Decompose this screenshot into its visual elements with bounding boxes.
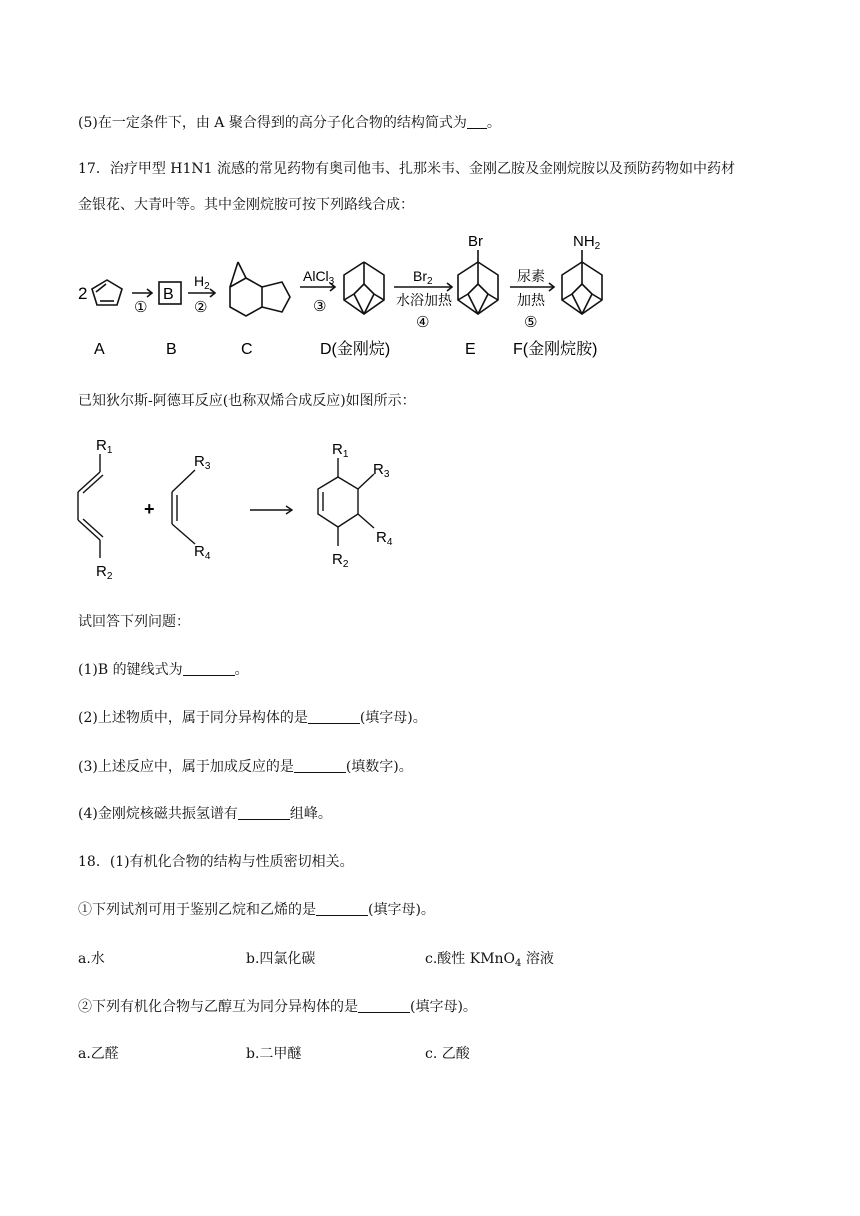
label-c: C (241, 341, 253, 358)
substituent-nh2: $NH_2$ (573, 233, 601, 252)
r2-product: $R_2$ (332, 551, 349, 570)
r3-dienophile: $R_3$ (194, 453, 211, 472)
q17-part1: (1)B 的键线式为 。 (78, 662, 249, 678)
q17-part4: (4)金刚烷核磁共振氢谱有 组峰。 (78, 806, 332, 822)
q17-part2: (2)上述物质中，属于同分异构体的是 (填字母)。 (78, 710, 427, 726)
step-4: ④ (416, 314, 430, 331)
q18-sub2-option-c: c. 乙酸 (425, 1046, 470, 1062)
q18-sub2: ②下列有机化合物与乙醇互为同分异构体的是 (填字母)。 (78, 999, 477, 1015)
r3-product: $R_3$ (373, 461, 390, 480)
reagent-alcl3: AlCl$_3$ (303, 268, 335, 287)
label-e: E (465, 341, 476, 358)
q18-intro: 18．(1)有机化合物的结构与性质密切相关。 (78, 854, 354, 870)
q18-sub2-option-a: a.乙醛 (78, 1046, 119, 1062)
answer-blank[interactable] (316, 901, 368, 916)
q17-intro-line2: 金银花、大青叶等。其中金刚烷胺可按下列路线合成： (78, 197, 414, 213)
reagent-urea: 尿素 (517, 268, 545, 284)
label-b: B (166, 341, 177, 358)
reagent-br2: $Br_2$ (413, 268, 433, 287)
q17-intro-line1: 17．治疗甲型 H1N1 流感的常见药物有奥司他韦、扎那米韦、金刚乙胺及金刚烷胺以及预防药物如中药材 (78, 161, 735, 177)
br2-condition: 水浴加热 (396, 292, 452, 308)
coefficient: 2 (78, 284, 88, 303)
label-f: F(金刚烷胺) (513, 341, 598, 358)
step-1: ① (134, 299, 148, 316)
plus-sign: + (144, 499, 155, 519)
q17-part3: (3)上述反应中，属于加成反应的是 (填数字)。 (78, 759, 413, 775)
q16-part5: (5)在一定条件下，由 A 聚合得到的高分子化合物的结构简式为 。 (78, 115, 501, 131)
synthesis-scheme (70, 232, 630, 367)
reagent-h2: $H_2$ (194, 273, 210, 292)
answer-blank[interactable] (358, 998, 410, 1013)
q18-sub1-option-b: b.四氯化碳 (246, 951, 316, 967)
q16-part5-text: (5)在一定条件下，由 A 聚合得到的高分子化合物的结构简式为 (78, 115, 467, 131)
answer-prompt: 试回答下列问题： (78, 614, 190, 630)
q18-sub1-option-a: a.水 (78, 951, 105, 967)
r4-product: $R_4$ (376, 529, 393, 548)
step-3: ③ (313, 298, 327, 315)
step-5: ⑤ (524, 314, 538, 331)
r4-dienophile: $R_4$ (194, 543, 211, 562)
r2-diene: $R_2$ (96, 563, 113, 582)
r1-product: $R_1$ (332, 441, 349, 460)
box-b-letter: B (163, 286, 174, 303)
answer-blank[interactable] (467, 114, 487, 129)
diels-alder-diagram (70, 432, 410, 582)
label-d: D(金刚烷) (320, 341, 391, 358)
answer-blank[interactable] (294, 758, 346, 773)
r1-diene: $R_1$ (96, 437, 113, 456)
q18-sub1: ①下列试剂可用于鉴别乙烷和乙烯的是 (填字母)。 (78, 902, 435, 918)
answer-blank[interactable] (238, 805, 290, 820)
step-2: ② (194, 299, 208, 316)
label-a: A (94, 341, 105, 358)
answer-blank[interactable] (308, 709, 360, 724)
q18-sub2-option-b: b.二甲醚 (246, 1046, 302, 1062)
da-intro: 已知狄尔斯-阿德耳反应(也称双烯合成反应)如图所示： (78, 393, 416, 409)
q18-sub1-option-c: c.酸性 KMnO$_4$ 溶液 (425, 951, 554, 969)
answer-blank[interactable] (183, 661, 235, 676)
substituent-br: Br (468, 233, 483, 250)
urea-condition: 加热 (517, 292, 545, 308)
